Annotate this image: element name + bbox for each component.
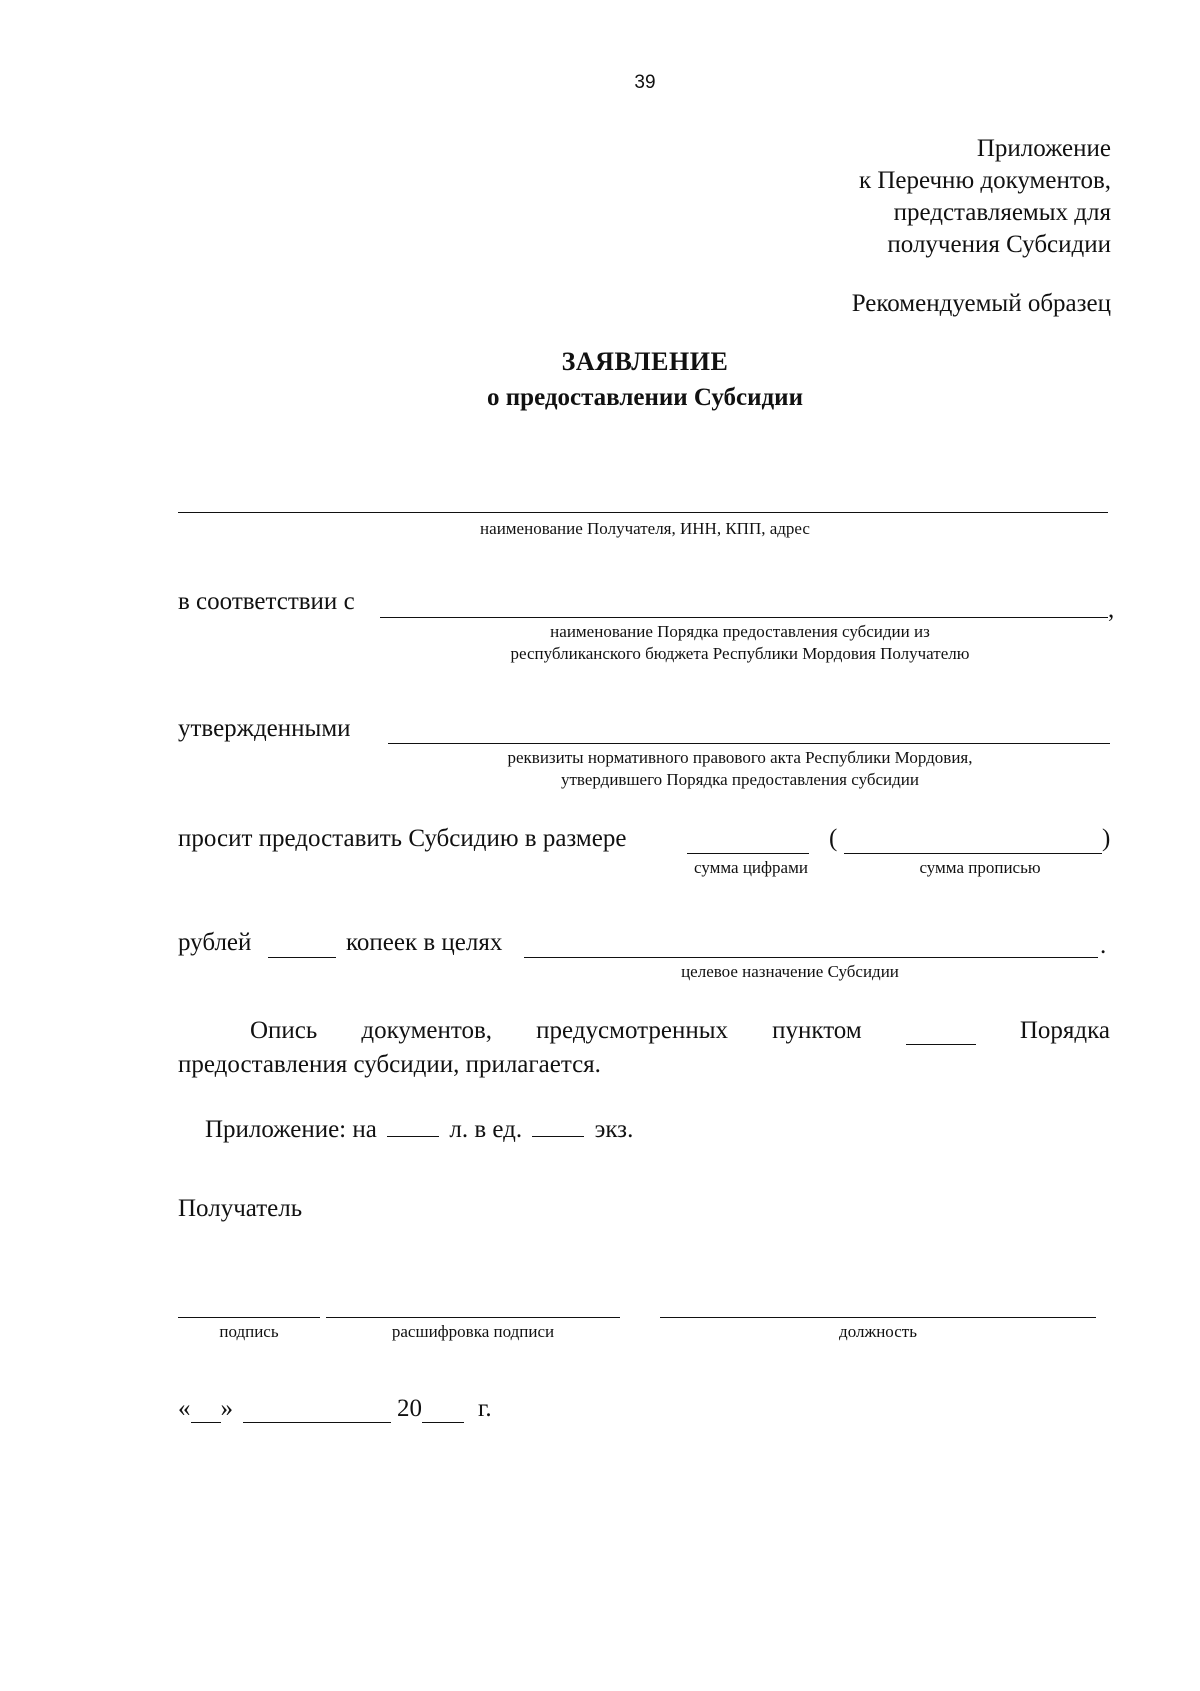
- signature-field[interactable]: [178, 1317, 320, 1318]
- date-open-quote: «: [178, 1395, 191, 1422]
- page-number: 39: [634, 72, 656, 93]
- order-name-caption: [440, 621, 1040, 665]
- year-prefix: 20: [397, 1395, 422, 1422]
- act-caption-line-2: утвердившего Порядка предоставления субсидии: [561, 770, 919, 789]
- appendix-block: [859, 133, 1111, 261]
- copies-count-field[interactable]: [532, 1114, 584, 1137]
- inventory-word-3: предусмотренных: [536, 1017, 729, 1044]
- document-subtitle: о предоставлении Субсидии: [487, 384, 803, 411]
- inventory-word-5: Порядка: [1019, 1017, 1110, 1044]
- signature-decode-caption: расшифровка подписи: [391, 1322, 555, 1341]
- paragraph-number-field[interactable]: [906, 1022, 976, 1045]
- year-suffix: г.: [478, 1395, 492, 1422]
- legal-act-caption: [440, 747, 1040, 791]
- day-field[interactable]: [191, 1400, 221, 1423]
- attachment-prefix: Приложение: на: [205, 1116, 377, 1143]
- appendix-line-3: представляемых для: [893, 199, 1111, 226]
- sum-digits-field[interactable]: [687, 853, 809, 854]
- date-close-quote: »: [220, 1395, 233, 1422]
- kopecks-label: копеек в целях: [346, 929, 503, 956]
- open-paren: (: [829, 825, 838, 852]
- request-label: просит предоставить Субсидию в размере: [178, 825, 627, 852]
- date-line: [178, 1395, 492, 1423]
- signature-caption: подпись: [219, 1322, 279, 1341]
- appendix-line-2: к Перечню документов,: [858, 167, 1111, 194]
- purpose-period: .: [1100, 932, 1107, 959]
- inventory-word-1: Опись: [250, 1017, 318, 1044]
- close-paren: ): [1102, 825, 1111, 852]
- position-caption: должность: [839, 1322, 917, 1341]
- recipient-label: Получатель: [178, 1195, 303, 1222]
- legal-act-field[interactable]: [388, 743, 1110, 744]
- sum-digits-caption: сумма цифрами: [694, 858, 808, 877]
- inventory-word-2: документов,: [361, 1017, 493, 1044]
- inventory-paragraph-line-1: [250, 1017, 1110, 1045]
- appendix-line-1: Приложение: [976, 135, 1111, 162]
- recipient-name-field[interactable]: [178, 512, 1108, 513]
- sheets-count-field[interactable]: [387, 1114, 439, 1137]
- attachment-suffix: экз.: [594, 1116, 634, 1143]
- purpose-field[interactable]: [524, 957, 1098, 958]
- act-caption-line-1: реквизиты нормативного правового акта Республики Мордовия,: [507, 748, 973, 767]
- purpose-caption: целевое назначение Субсидии: [681, 962, 899, 981]
- order-name-field[interactable]: [380, 617, 1108, 618]
- attachment-line: [205, 1114, 633, 1144]
- inventory-word-4: пунктом: [772, 1017, 862, 1044]
- sum-words-caption: сумма прописью: [919, 858, 1041, 877]
- recommended-sample-label: Рекомендуемый образец: [851, 290, 1111, 317]
- rubles-label: рублей: [178, 929, 252, 956]
- kopecks-field[interactable]: [268, 957, 336, 958]
- year-field[interactable]: [422, 1400, 464, 1423]
- order-caption-line-1: наименование Порядка предоставления субсидии из: [550, 622, 930, 641]
- approved-label: утвержденными: [178, 715, 351, 742]
- appendix-line-4: получения Субсидии: [887, 231, 1111, 258]
- sum-words-field[interactable]: [844, 853, 1102, 854]
- document-title: ЗАЯВЛЕНИЕ: [561, 347, 729, 376]
- inventory-paragraph-line-2: предоставления субсидии, прилагается.: [178, 1051, 601, 1078]
- order-caption-line-2: республиканского бюджета Республики Мордовия Получателю: [510, 644, 970, 663]
- attachment-middle: л. в ед.: [449, 1116, 523, 1143]
- month-field[interactable]: [243, 1400, 391, 1423]
- accordance-comma: ,: [1108, 596, 1115, 623]
- position-field[interactable]: [660, 1317, 1096, 1318]
- accordance-label: в соответствии с: [178, 588, 355, 615]
- signature-decode-field[interactable]: [326, 1317, 620, 1318]
- recipient-name-caption: наименование Получателя, ИНН, КПП, адрес: [480, 519, 810, 538]
